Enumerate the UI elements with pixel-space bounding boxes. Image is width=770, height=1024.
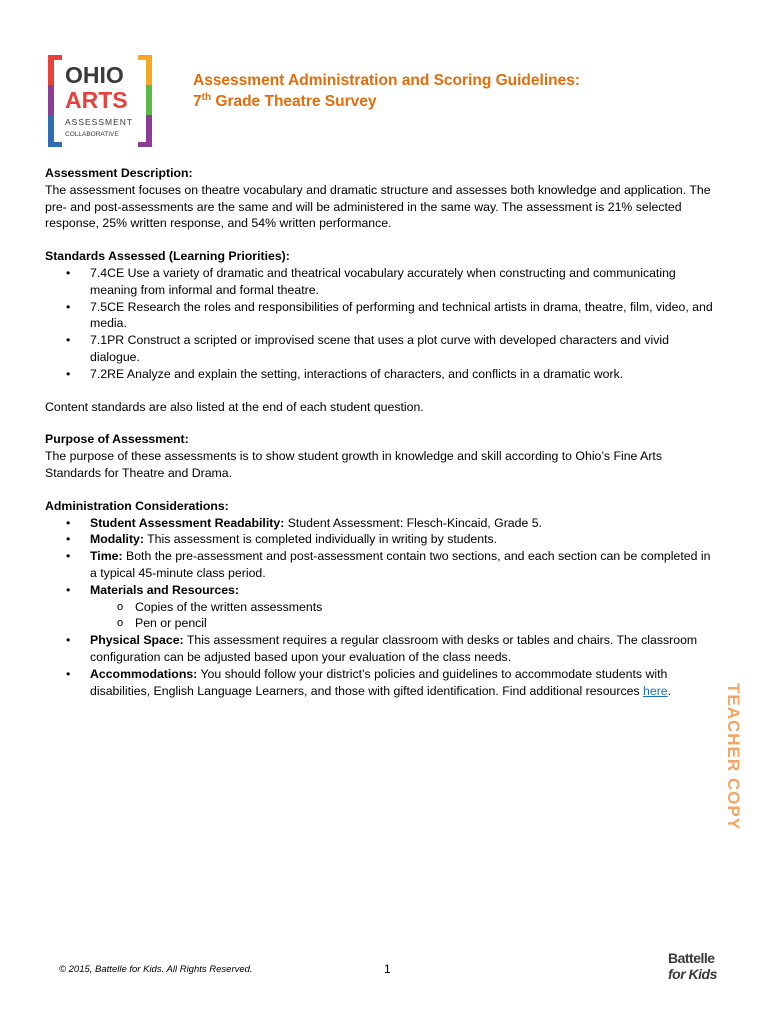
modality-label: Modality: [90, 532, 144, 547]
space-item [90, 632, 715, 666]
admin-list [45, 515, 715, 700]
admin-section [45, 498, 715, 700]
footer-copyright: © 2015, Battelle for Kids. All Rights Reserved. [59, 964, 253, 975]
document-body [45, 165, 715, 715]
accommodations-text: You should follow your district’s policies and guidelines to accommodate students with disabilities, English Language Learners, and those with gifted identification. Find additional resources [90, 666, 668, 698]
teacher-copy-label: TEACHER COPY [724, 683, 743, 831]
standard-item: • 7.2RE Analyze and explain the setting, interactions of characters, and conflicts in a dramatic work. [90, 366, 715, 383]
resources-link[interactable]: here [643, 683, 668, 698]
description-heading: Assessment Description: [45, 166, 193, 180]
purpose-section [45, 431, 715, 481]
standards-heading: Standards Assessed (Learning Priorities): [45, 249, 290, 264]
description-text: The assessment focuses on theatre vocabulary and dramatic structure and assesses both knowledge and application. The pre- and post-assessments are the same and will be administered in the same way. The assessment is 21% selected response, 25% written response, and 54% written performance. [45, 182, 711, 231]
accommodations-end: . [667, 683, 672, 698]
time-item [90, 548, 715, 582]
readability-item [90, 515, 715, 532]
readability-label: Student Assessment Readability: [90, 515, 285, 530]
standards-section [45, 248, 715, 382]
material-item: o Pen or pencil [135, 615, 715, 632]
modality-text: This assessment is completed individually in writing by students. [143, 532, 498, 547]
ohio-arts-logo [48, 55, 152, 147]
battelle-logo-line1: Battelle [668, 950, 715, 966]
logo-graphic [48, 55, 152, 147]
grade-title: Grade Theatre Survey [211, 93, 377, 110]
standards-list [45, 265, 715, 383]
time-text: Both the pre-assessment and post-assessment contain two sections, and each section can be completed in a typical 45-minute class period. [90, 549, 711, 580]
standard-item: • 7.1PR Construct a scripted or improvised scene that uses a plot curve with developed characters and vivid dialogue. [90, 332, 715, 366]
page-number: 1 [384, 962, 391, 976]
materials-item [90, 582, 715, 632]
logo-collaborative: COLLABORATIVE [65, 131, 119, 138]
grade-number: 7 [193, 93, 202, 110]
description-section [45, 165, 715, 232]
battelle-logo-line2: for Kids [668, 966, 717, 982]
readability-text: Student Assessment: Flesch-Kincaid, Grade 5. [284, 515, 542, 530]
purpose-text: The purpose of these assessments is to show student growth in knowledge and skill according to Ohio’s Fine Arts Standards for Theatre and Drama. [45, 449, 662, 480]
battelle-logo [668, 950, 728, 990]
materials-label: Materials and Resources: [90, 582, 239, 597]
title-line-1: Assessment Administration and Scoring Guidelines: [193, 72, 581, 89]
space-text: This assessment requires a regular classroom with desks or tables and chairs. The classroom configuration can be adjusted based upon your evaluation of the class needs. [90, 633, 698, 664]
standard-item: • 7.5CE Research the roles and responsibilities of performing and technical artists in drama, theatre, film, video, and media. [90, 299, 715, 333]
logo-assessment: ASSESSMENT [65, 117, 134, 127]
content-note-section [45, 399, 715, 416]
accommodations-item [90, 666, 715, 700]
grade-suffix: th [201, 91, 212, 103]
content-note: Content standards are also listed at the end of each student question. [45, 399, 424, 414]
admin-heading: Administration Considerations: [45, 498, 229, 513]
purpose-heading: Purpose of Assessment: [45, 432, 189, 447]
page-title [193, 70, 580, 112]
title-line-2 [193, 91, 580, 112]
time-label: Time: [90, 549, 123, 564]
accommodations-label: Accommodations: [90, 666, 198, 681]
materials-list [90, 599, 715, 633]
modality-item [90, 531, 715, 548]
logo-ohio: OHIO [65, 62, 124, 88]
space-label: Physical Space: [90, 633, 184, 648]
standard-item: • 7.4CE Use a variety of dramatic and theatrical vocabulary accurately when constructing and communicating meaning from informal and formal theatre. [90, 265, 715, 299]
logo-arts: ARTS [65, 87, 128, 113]
material-item: o Copies of the written assessments [135, 599, 715, 616]
